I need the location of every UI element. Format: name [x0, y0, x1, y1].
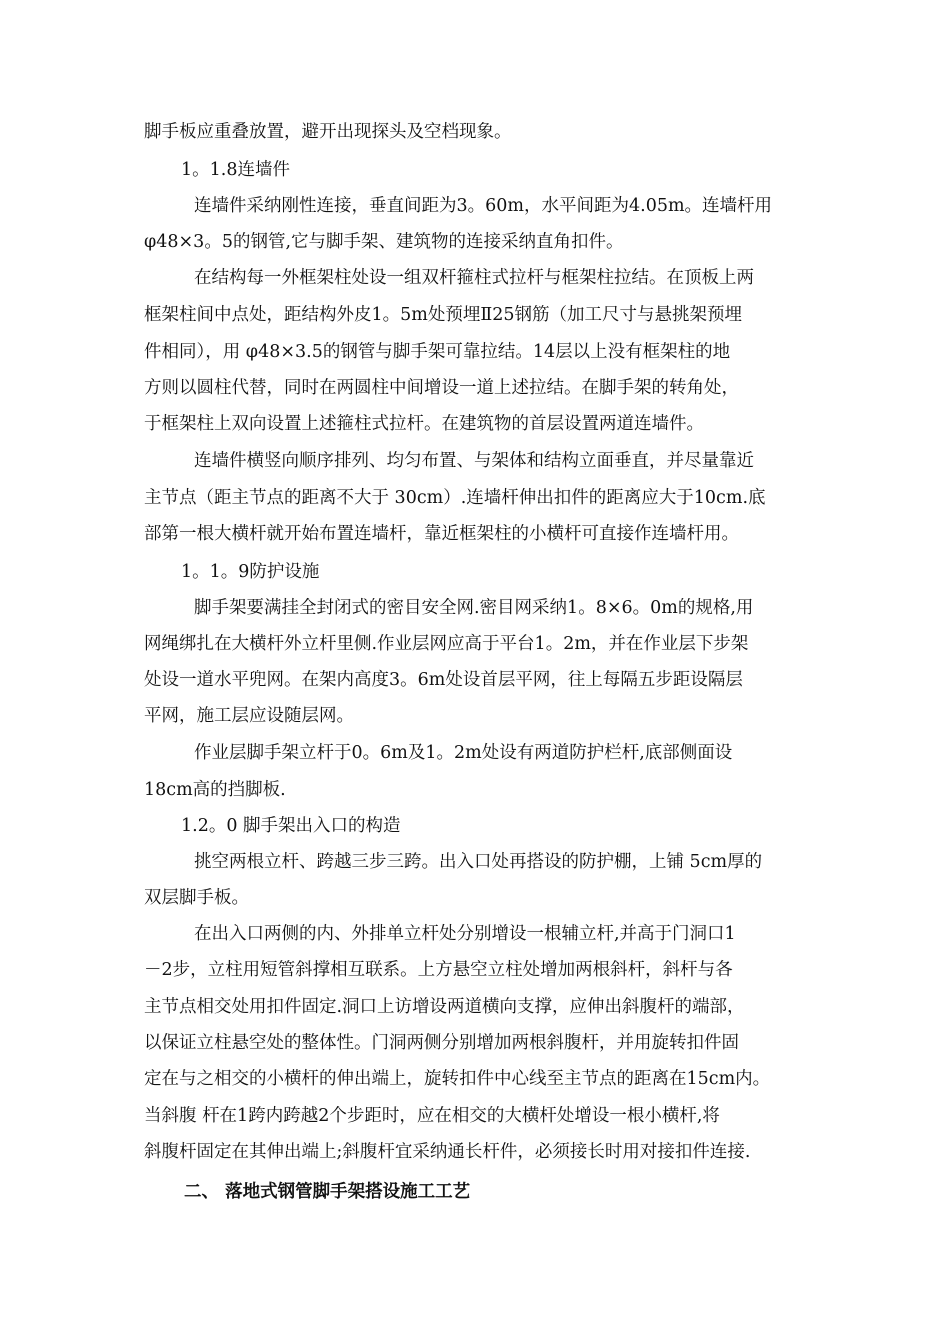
paragraph-line: 双层脚手板。 [144, 888, 249, 908]
paragraph-line: 脚手板应重叠放置，避开出现探头及空档现象。 [144, 122, 512, 142]
paragraph-line: 脚手架要满挂全封闭式的密目安全网.密目网采纳1。8×6。0m的规格,用 [194, 598, 754, 618]
paragraph-line: 部第一根大横杆就开始布置连墙杆，靠近框架柱的小横杆可直接作连墙杆用。 [144, 524, 739, 544]
section-heading-1-2-0: 1.2。0 脚手架出入口的构造 [181, 816, 401, 836]
paragraph-line: 方则以圆柱代替，同时在两圆柱中间增设一道上述拉结。在脚手架的转角处， [144, 378, 739, 398]
paragraph-line: φ48×3。5的钢管,它与脚手架、建筑物的连接采纳直角扣件。 [144, 232, 624, 252]
paragraph-line: 连墙件横竖向顺序排列、均匀布置、与架体和结构立面垂直，并尽量靠近 [194, 451, 754, 471]
paragraph-line: －2步，立柱用短管斜撑相互联系。上方悬空立柱处增加两根斜杆，斜杆与各 [144, 960, 733, 980]
paragraph-line: 主节点（距主节点的距离不大于 30cm）.连墙杆伸出扣件的距离应大于10cm.底 [144, 488, 766, 508]
paragraph-line: 作业层脚手架立杆于0。6m及1。2m处设有两道防护栏杆,底部侧面设 [194, 743, 733, 763]
paragraph-line: 主节点相交处用扣件固定.洞口上访增设两道横向支撑，应伸出斜腹杆的端部， [144, 997, 745, 1017]
paragraph-line: 在结构每一外框架柱处设一组双杆箍柱式拉杆与框架柱拉结。在顶板上两 [194, 268, 754, 288]
paragraph-line: 以保证立柱悬空处的整体性。门洞两侧分别增加两根斜腹杆，并用旋转扣件固 [144, 1033, 739, 1053]
paragraph-line: 18cm高的挡脚板. [144, 780, 286, 800]
chapter-heading: 二、 落地式钢管脚手架搭设施工工艺 [184, 1182, 471, 1202]
paragraph-line: 处设一道水平兜网。在架内高度3。6m处设首层平网，往上每隔五步距设隔层 [144, 670, 743, 690]
paragraph-line: 挑空两根立杆、跨越三步三跨。出入口处再搭设的防护棚，上铺 5cm厚的 [194, 852, 763, 872]
paragraph-line: 斜腹杆固定在其伸出端上;斜腹杆宜采纳通长杆件，必须接长时用对接扣件连接. [144, 1142, 751, 1162]
paragraph-line: 平网，施工层应设随层网。 [144, 706, 354, 726]
section-heading-1-1-9: 1。1。9防护设施 [181, 562, 320, 582]
section-heading-1-1-8: 1。1.8连墙件 [181, 160, 290, 180]
paragraph-line: 件相同），用 φ48×3.5的钢管与脚手架可靠拉结。14层以上没有框架柱的地 [144, 342, 731, 362]
paragraph-line: 在出入口两侧的内、外排单立杆处分别增设一根辅立杆,并高于门洞口1 [194, 924, 736, 944]
paragraph-line: 定在与之相交的小横杆的伸出端上，旋转扣件中心线至主节点的距离在15cm内。 [144, 1069, 771, 1089]
paragraph-line: 当斜腹 杆在1跨内跨越2个步距时，应在相交的大横杆处增设一根小横杆,将 [144, 1106, 720, 1126]
paragraph-line: 框架柱间中点处，距结构外皮1。5m处预埋Ⅱ25钢筋（加工尺寸与悬挑架预埋 [144, 305, 743, 325]
paragraph-line: 连墙件采纳刚性连接，垂直间距为3。60m，水平间距为4.05m。连墙杆用 [194, 196, 773, 216]
paragraph-line: 网绳绑扎在大横杆外立杆里侧.作业层网应高于平台1。2m，并在作业层下步架 [144, 634, 749, 654]
paragraph-line: 于框架柱上双向设置上述箍柱式拉杆。在建筑物的首层设置两道连墙件。 [144, 414, 704, 434]
